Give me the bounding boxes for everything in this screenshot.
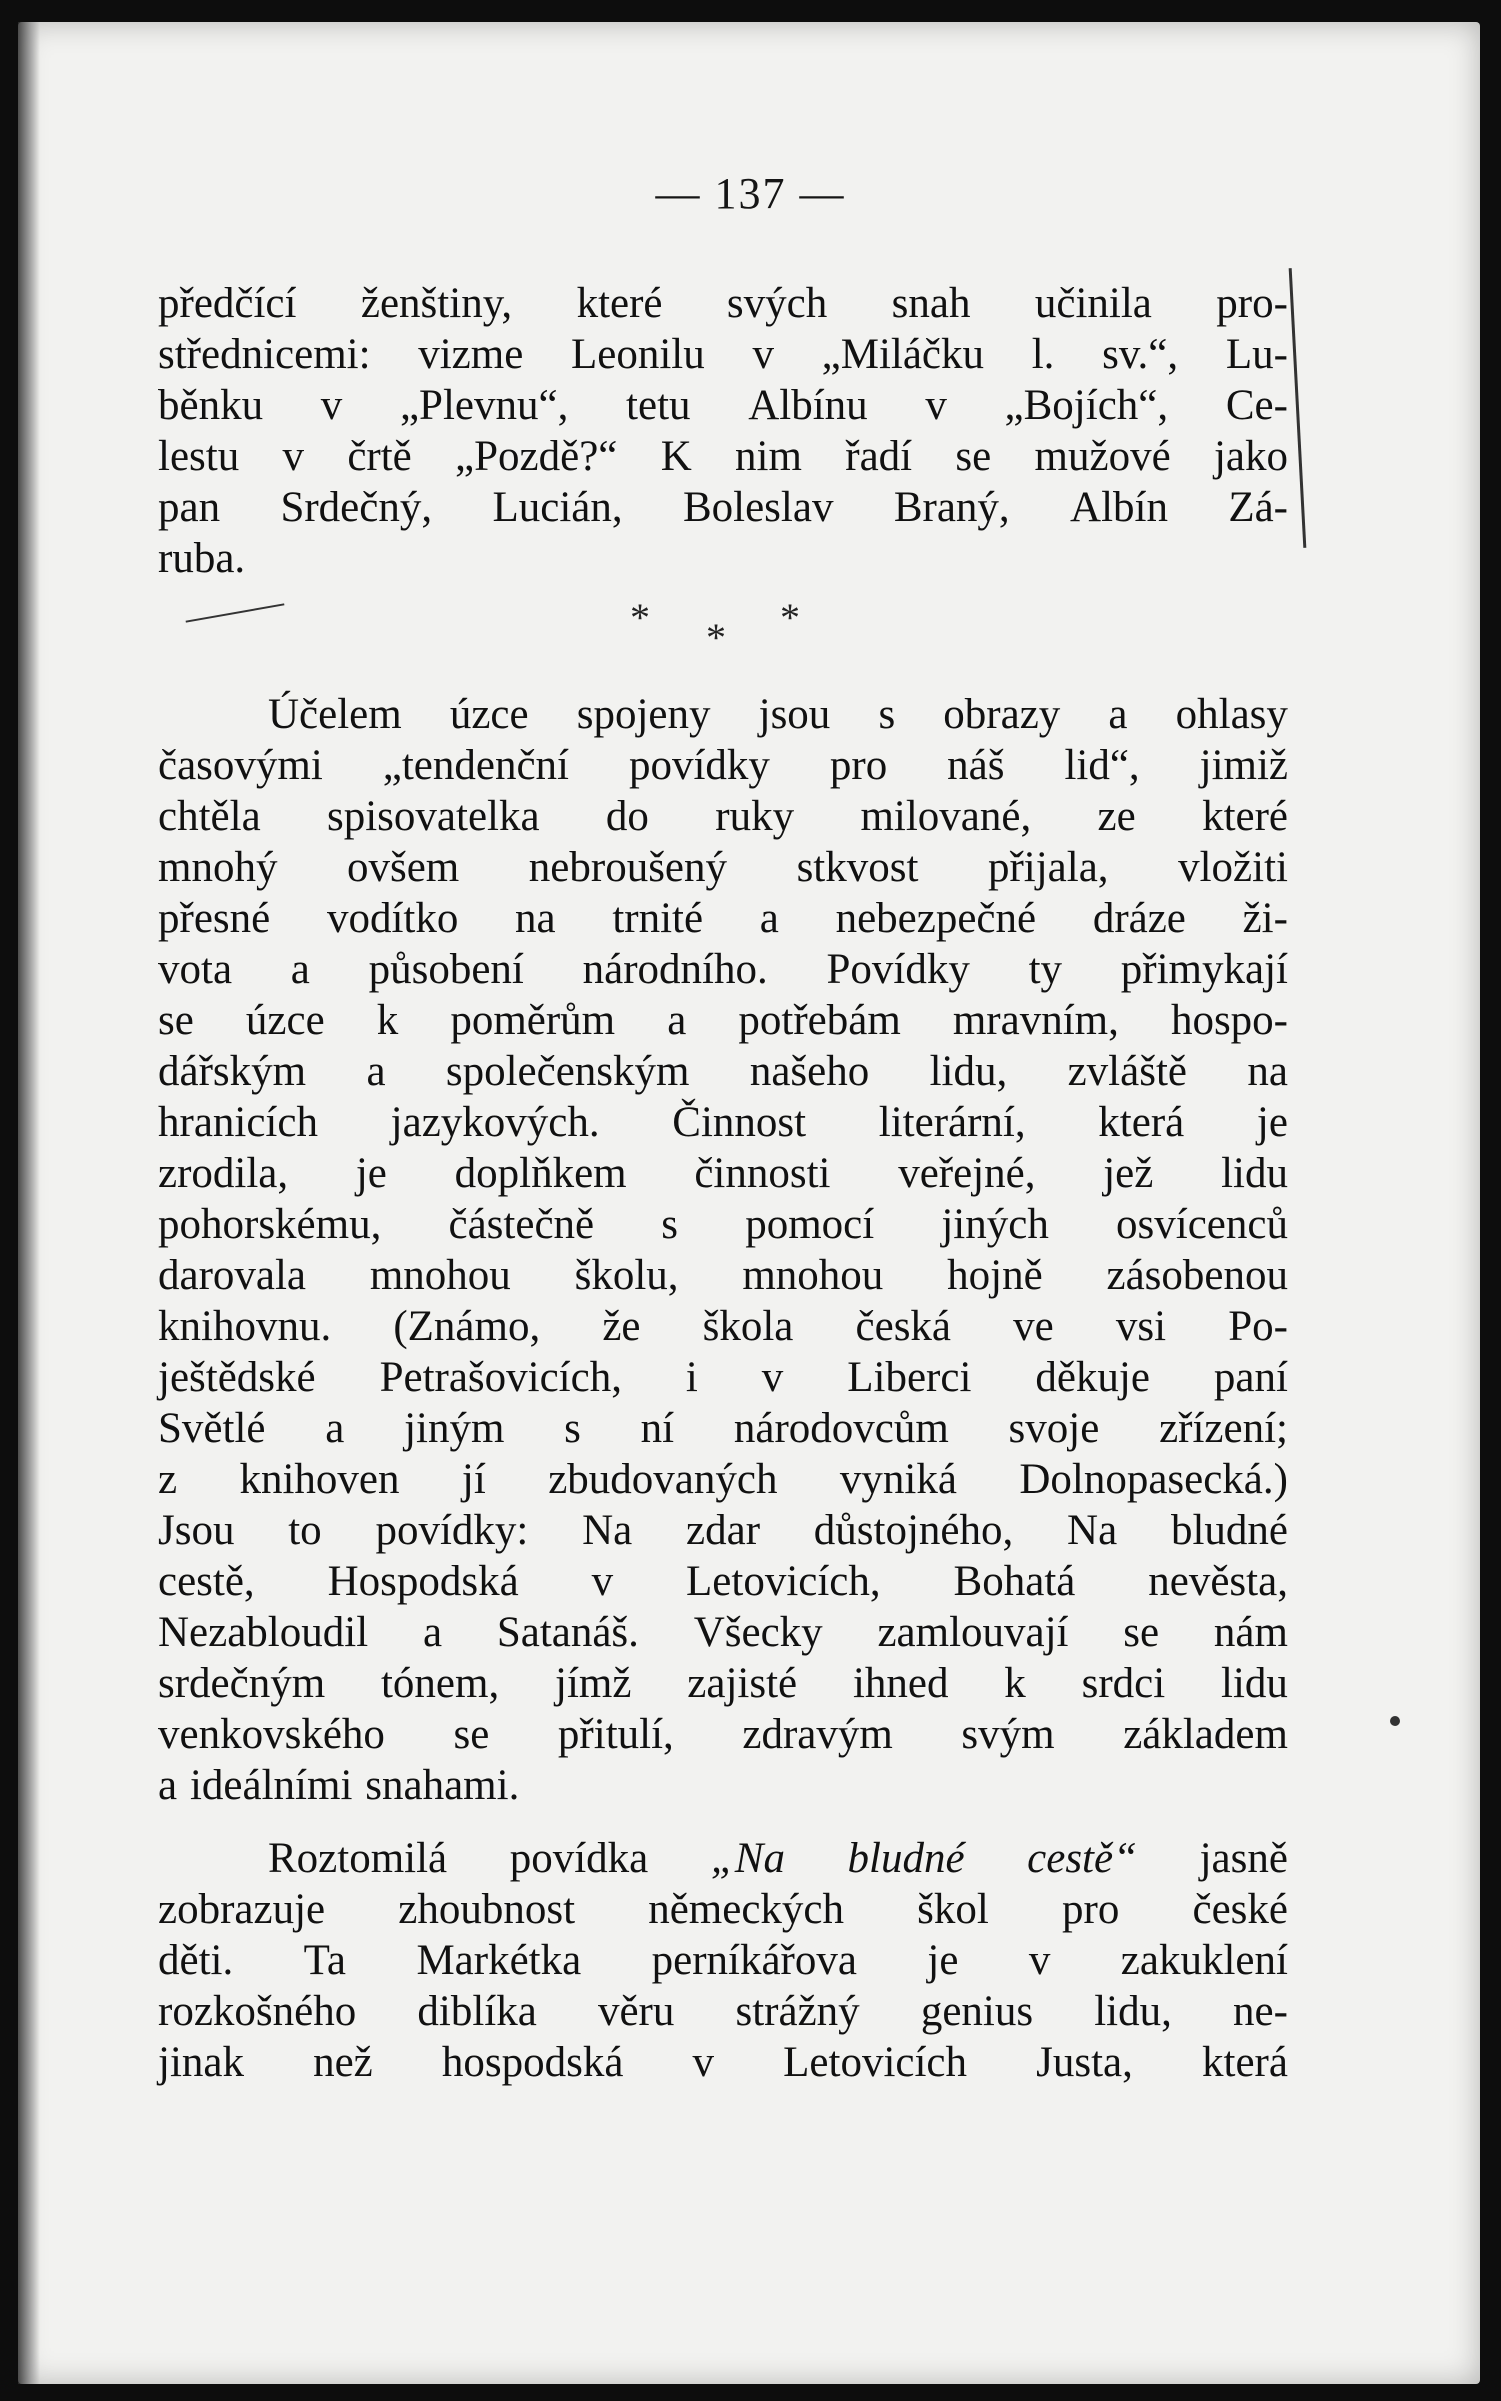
text-line: jinak než hospodská v Letovicích Justa, která xyxy=(158,2039,1288,2086)
text-line: ruba. xyxy=(158,535,246,582)
text-line: vota a působení národního. Povídky ty přimykají xyxy=(158,946,1288,993)
separator-asterisk: * xyxy=(706,615,726,660)
text-line: venkovského se přitulí, zdravým svým základem xyxy=(158,1711,1288,1758)
text-line: knihovnu. (Známo, že škola česká ve vsi Po- xyxy=(158,1303,1288,1350)
text-line: hranicích jazykových. Činnost literární, která je xyxy=(158,1099,1288,1146)
text-line: předčící ženštiny, které svých snah učinila pro- xyxy=(158,280,1288,327)
text-line: děti. Ta Markétka perníkářova je v zakuklení xyxy=(158,1937,1288,1984)
paragraph-gap xyxy=(158,1811,1288,1833)
margin-dot xyxy=(1390,1716,1400,1726)
separator-asterisk: * xyxy=(630,595,650,640)
paragraph xyxy=(158,278,1288,584)
text-line: z knihoven jí zbudovaných vyniká Dolnopasecká.) xyxy=(158,1456,1288,1503)
text-line: běnku v „Plevnu“, tetu Albínu v „Bojích“, Ce- xyxy=(158,382,1288,429)
page-body xyxy=(158,278,1288,2088)
text-line: cestě, Hospodská v Letovicích, Bohatá nevěsta, xyxy=(158,1558,1288,1605)
text-line: přesné vodítko na trnité a nebezpečné dráze ži- xyxy=(158,895,1288,942)
text-line: Účelem úzce spojeny jsou s obrazy a ohlasy xyxy=(268,691,1288,738)
text-line: pan Srdečný, Lucián, Boleslav Braný, Albín Zá- xyxy=(158,484,1288,531)
paragraph xyxy=(158,1833,1288,2088)
text-line: ještědské Petrašovicích, i v Liberci děkuje paní xyxy=(158,1354,1288,1401)
text-line: časovými „tendenční povídky pro náš lid“, jimiž xyxy=(158,742,1288,789)
page-number: — 137 — xyxy=(655,169,846,218)
text-line: dářským a společenským našeho lidu, zvláště na xyxy=(158,1048,1288,1095)
text-line: pohorskému, částečně s pomocí jiných osvícenců xyxy=(158,1201,1288,1248)
text-line: lestu v črtě „Pozdě?“ K nim řadí se mužové jako xyxy=(158,433,1288,480)
text-line: mnohý ovšem nebroušený stkvost přijala, vložiti xyxy=(158,844,1288,891)
text-line: Jsou to povídky: Na zdar důstojného, Na bludné xyxy=(158,1507,1288,1554)
text-line: rozkošného diblíka věru strážný genius lidu, ne- xyxy=(158,1988,1288,2035)
section-separator xyxy=(158,584,1288,689)
text-line: střednicemi: vizme Leonilu v „Miláčku l. sv.“, Lu- xyxy=(158,331,1288,378)
text-line: Světlé a jiným s ní národovcům svoje zřízení; xyxy=(158,1405,1288,1452)
text-line: darovala mnohou školu, mnohou hojně zásobenou xyxy=(158,1252,1288,1299)
text-line: chtěla spisovatelka do ruky milované, ze které xyxy=(158,793,1288,840)
text-line: zrodila, je doplňkem činnosti veřejné, jež lidu xyxy=(158,1150,1288,1197)
text-line: a ideálními snahami. xyxy=(158,1762,520,1809)
paragraph xyxy=(158,689,1288,1811)
text-line: srdečným tónem, jímž zajisté ihned k srdci lidu xyxy=(158,1660,1288,1707)
page-spine-shadow xyxy=(18,22,40,2384)
text-line: zobrazuje zhoubnost německých škol pro české xyxy=(158,1886,1288,1933)
text-line: Roztomilá povídka „Na bludné cestě“ jasně xyxy=(268,1835,1288,1882)
text-line: Nezabloudil a Satanáš. Všecky zamlouvají se nám xyxy=(158,1609,1288,1656)
text-line: se úzce k poměrům a potřebám mravním, hospo- xyxy=(158,997,1288,1044)
separator-asterisk: * xyxy=(780,595,800,640)
